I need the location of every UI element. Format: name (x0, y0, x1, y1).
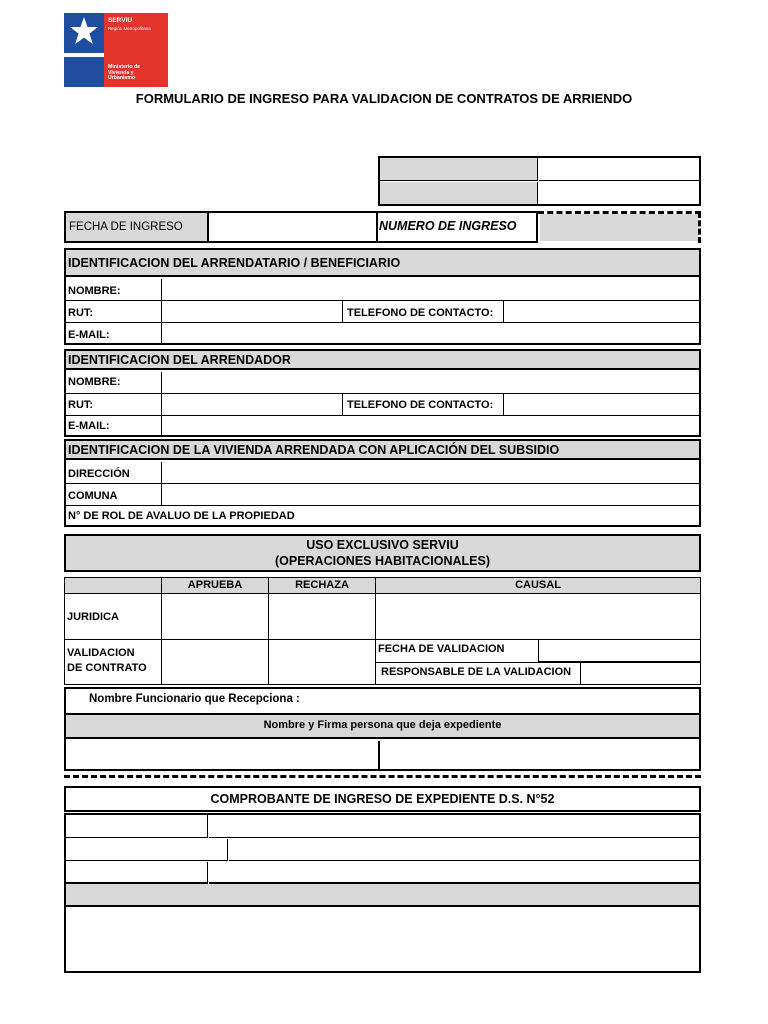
firma-header: Nombre y Firma persona que deja expediente (263, 719, 502, 731)
vivienda-rol-input[interactable] (326, 506, 699, 525)
cut-line (64, 775, 701, 778)
responsable-label: RESPONSABLE DE LA VALIDACION (381, 666, 572, 678)
arrendatario-telefono-input[interactable] (503, 301, 699, 322)
fecha-ingreso-input[interactable] (211, 213, 378, 241)
comprobante-header-box (64, 786, 701, 812)
logo-star-icon (68, 15, 100, 47)
arrendatario-header: IDENTIFICACION DEL ARRENDATARIO / BENEFICIARIO (68, 256, 401, 270)
arrendador-header: IDENTIFICACION DEL ARRENDADOR (68, 353, 291, 367)
funcionario-label: Nombre Funcionario que Recepciona : (89, 693, 300, 705)
juridica-rechaza-cell[interactable] (269, 595, 375, 639)
arrendador-rut-label: RUT: (68, 399, 94, 411)
arrendador-label-col (161, 372, 162, 435)
juridica-causal-cell[interactable] (376, 595, 700, 639)
form-title: FORMULARIO DE INGRESO PARA VALIDACION DE CONTRATOS DE ARRIENDO (135, 91, 633, 106)
ingreso-row (64, 211, 538, 243)
logo-ministry: Ministerio de Vivienda y Urbanismo (108, 64, 140, 82)
numero-ingreso-label: NUMERO DE INGRESO (379, 219, 517, 233)
col-rechaza: RECHAZA (295, 579, 349, 591)
arrendatario-rut-input[interactable] (163, 301, 343, 322)
logo-region: Región Metropolitana (108, 26, 151, 31)
arrendatario-email-input[interactable] (163, 323, 699, 343)
arrendador-telefono-input[interactable] (503, 394, 699, 415)
col-aprueba: APRUEBA (187, 579, 243, 591)
comprobante-notes-area[interactable] (66, 909, 699, 971)
comprobante-body (64, 813, 701, 973)
validacion-aprueba-cell[interactable] (162, 640, 268, 684)
arrendatario-nombre-label: NOMBRE: (68, 285, 121, 297)
top-ref-value-1[interactable] (539, 158, 699, 181)
arrendatario-label-col (161, 279, 162, 343)
serviu-line-2: (OPERACIONES HABITACIONALES) (274, 554, 491, 568)
validation-table (64, 577, 701, 685)
arrendador-nombre-label: NOMBRE: (68, 376, 121, 388)
arrendador-nombre-input[interactable] (163, 372, 699, 393)
comprobante-row-2-label (66, 839, 228, 861)
top-ref-label-1 (380, 158, 538, 181)
comprobante-header: COMPROBANTE DE INGRESO DE EXPEDIENTE D.S. N°52 (210, 792, 555, 806)
serviu-header-box (64, 534, 701, 572)
vivienda-comuna-label: COMUNA (68, 490, 118, 502)
fecha-validacion-input[interactable] (538, 640, 700, 662)
numero-ingreso-dashed-right (698, 212, 701, 243)
serviu-line-1: USO EXCLUSIVO SERVIU (306, 538, 459, 552)
top-reference-box (378, 156, 701, 206)
arrendatario-section (64, 248, 701, 345)
arrendador-section (64, 349, 701, 437)
vivienda-section (64, 439, 701, 527)
logo-white-stripe (64, 53, 104, 57)
arrendatario-nombre-input[interactable] (163, 279, 699, 300)
arrendatario-rut-label: RUT: (68, 307, 94, 319)
top-ref-value-2[interactable] (539, 182, 699, 204)
firma-nombre-input[interactable] (66, 741, 380, 769)
top-ref-label-2 (380, 182, 538, 204)
arrendador-email-label: E-MAIL: (68, 420, 110, 432)
comprobante-row-1-label (66, 815, 208, 838)
recepcion-section (64, 687, 701, 771)
col-causal: CAUSAL (515, 579, 561, 591)
logo-org: SERVIU (108, 17, 133, 24)
arrendatario-email-label: E-MAIL: (68, 329, 110, 341)
numero-ingreso-input[interactable] (540, 214, 698, 241)
vivienda-direccion-label: DIRECCIÓN (68, 468, 130, 480)
numero-ingreso-dashed-top (538, 211, 701, 214)
arrendador-email-input[interactable] (163, 416, 699, 435)
comprobante-row-3-label (66, 862, 208, 884)
comprobante-row-3-input[interactable] (209, 862, 699, 884)
responsable-input[interactable] (580, 663, 700, 684)
validacion-rechaza-cell[interactable] (269, 640, 375, 684)
arrendador-rut-input[interactable] (163, 394, 343, 415)
fecha-validacion-label: FECHA DE VALIDACION (378, 643, 505, 655)
validacion-label-1: VALIDACION (67, 647, 135, 659)
validacion-label-2: DE CONTRATO (67, 662, 147, 674)
vivienda-direccion-input[interactable] (163, 462, 699, 483)
juridica-aprueba-cell[interactable] (162, 595, 268, 639)
vivienda-header: IDENTIFICACION DE LA VIVIENDA ARRENDADA CON APLICACIÓN DEL SUBSIDIO (68, 443, 560, 457)
fecha-ingreso-label: FECHA DE INGRESO (69, 221, 183, 233)
vivienda-rol-label: N° DE ROL DE AVALUO DE LA PROPIEDAD (68, 510, 295, 522)
comprobante-row-2-input[interactable] (229, 839, 699, 861)
funcionario-input[interactable] (326, 689, 699, 711)
arrendatario-telefono-label: TELEFONO DE CONTACTO: (347, 307, 494, 319)
juridica-label: JURIDICA (67, 611, 119, 623)
serviu-logo (64, 13, 168, 87)
comprobante-row-1-input[interactable] (209, 815, 699, 838)
arrendador-telefono-label: TELEFONO DE CONTACTO: (347, 399, 494, 411)
vivienda-comuna-input[interactable] (163, 484, 699, 505)
comprobante-gray-bar (66, 884, 699, 907)
vivienda-label-col (161, 462, 162, 505)
firma-firma-input[interactable] (382, 741, 699, 769)
